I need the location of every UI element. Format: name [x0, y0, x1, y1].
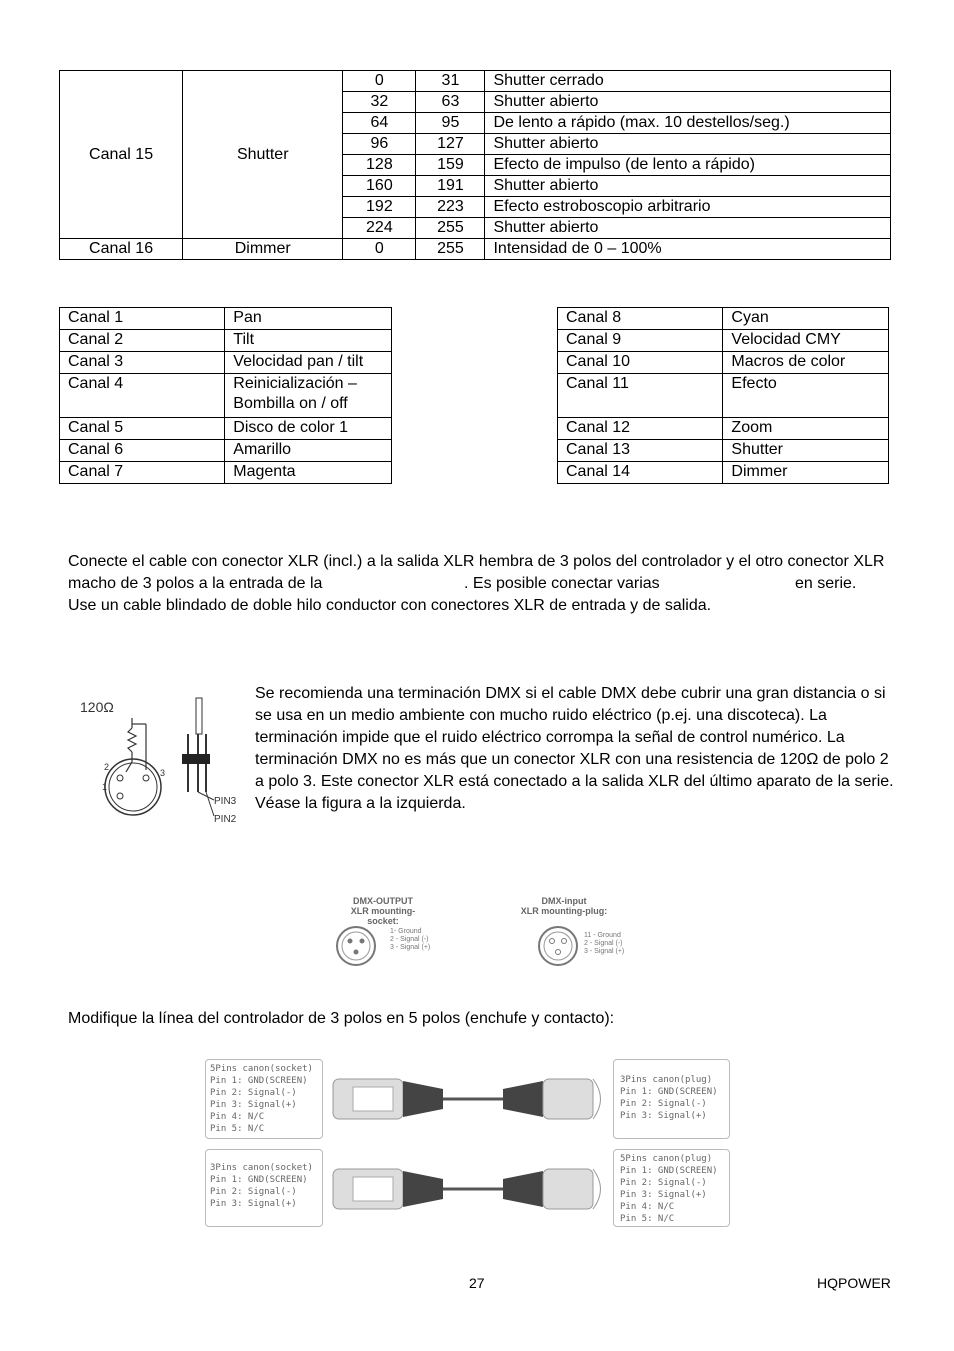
xlr-socket-icon: [332, 924, 380, 972]
description-cell: Shutter abierto: [485, 92, 891, 113]
range-from-cell: 64: [343, 113, 416, 134]
connect-line-1: Conecte el cable con conector XLR (incl.) a la salida XLR hembra de 3 polos del controlador y el otro conector XLR: [68, 553, 885, 570]
description-cell: Efecto de impulso (de lento a rápido): [485, 155, 891, 176]
adapter-cable-drawing: [323, 1059, 613, 1229]
termination-diagram: [76, 692, 246, 832]
adapter-pin-label: Pin 3: Signal(+): [210, 1199, 297, 1209]
channel-row: [558, 308, 889, 330]
description-cell: Shutter abierto: [485, 218, 891, 239]
adapter-bottom-left-box: [205, 1149, 323, 1227]
channel-number-cell: Canal 2: [60, 330, 225, 352]
range-to-cell: 159: [416, 155, 485, 176]
channel-row: [60, 330, 392, 352]
connect-line-2b: . Es posible conectar varias: [464, 575, 660, 592]
adapter-pin-label: Pin 2: Signal(-): [620, 1178, 707, 1188]
pin2-label: PIN2: [214, 814, 237, 825]
termination-line: terminación DMX no es más que un conector XLR con una resistencia de 120Ω de polo 2: [255, 751, 889, 768]
resistor-label: 120Ω: [80, 699, 114, 715]
termination-line: a polo 3. Este conector XLR está conectado a la salida XLR del último aparato de la serie.: [255, 773, 894, 790]
channel-function-cell: Macros de color: [723, 352, 889, 374]
top-cable: [333, 1079, 601, 1119]
channel-function-cell: Velocidad CMY: [723, 330, 889, 352]
function-cell: Shutter: [183, 71, 343, 239]
shutter-table: [59, 70, 891, 260]
description-cell: Intensidad de 0 – 100%: [485, 239, 891, 260]
pin-label: 3 - Signal (+): [584, 948, 625, 955]
adapter-title: 5Pins canon(plug): [620, 1154, 713, 1164]
adapter-title: 5Pins canon(socket): [210, 1064, 313, 1074]
channel-row: [60, 462, 392, 484]
channel-cell: Canal 15: [60, 71, 183, 239]
termination-paragraph: [255, 683, 905, 815]
connect-line-3: Use un cable blindado de doble hilo conductor con conectores XLR de entrada y de salida.: [68, 597, 712, 614]
range-from-cell: 0: [343, 239, 416, 260]
range-to-cell: 31: [416, 71, 485, 92]
pin3-label: PIN3: [214, 796, 237, 807]
channel-number-cell: Canal 14: [558, 462, 723, 484]
channel-function-cell: Shutter: [723, 440, 889, 462]
channel-row: [558, 374, 889, 418]
description-cell: Shutter cerrado: [485, 71, 891, 92]
pin-number-3: 3: [160, 768, 166, 778]
bottom-cable: [333, 1169, 601, 1209]
channel-row: [60, 374, 392, 418]
channel-function-cell: Pan: [225, 308, 392, 330]
range-to-cell: 63: [416, 92, 485, 113]
dmx-output-pins: [390, 928, 430, 952]
adapter-bottom-right-box: [613, 1149, 730, 1227]
description-cell: De lento a rápido (max. 10 destellos/seg.): [485, 113, 891, 134]
pin-number-1: 1: [102, 782, 108, 792]
pin-number-2: 2: [104, 762, 110, 772]
description-cell: Efecto estroboscopio arbitrario: [485, 197, 891, 218]
dimmer-row: [60, 239, 891, 260]
channel-number-cell: Canal 9: [558, 330, 723, 352]
channel-function-cell: Dimmer: [723, 462, 889, 484]
xlr-plug-icon: [534, 924, 582, 972]
adapter-top-left-box: [205, 1059, 323, 1139]
channel-row: [558, 352, 889, 374]
channel-number-cell: Canal 8: [558, 308, 723, 330]
adapter-pin-label: Pin 3: Signal(+): [210, 1100, 297, 1110]
channel-table-right: [557, 307, 889, 484]
channel-row: [60, 418, 392, 440]
dmx-connector-figure: [318, 896, 648, 972]
adapter-pin-label: Pin 1: GND(SCREEN): [210, 1076, 308, 1086]
range-from-cell: 160: [343, 176, 416, 197]
adapter-pin-label: Pin 3: Signal(+): [620, 1190, 707, 1200]
range-from-cell: 192: [343, 197, 416, 218]
channel-row: [558, 462, 889, 484]
function-cell: Dimmer: [183, 239, 343, 260]
termination-line: terminación impide que el ruido eléctrico corrompa la señal de control numérico. La: [255, 729, 845, 746]
channel-number-cell: Canal 3: [60, 352, 225, 374]
page-number: 27: [469, 1275, 485, 1291]
channel-row: [60, 440, 392, 462]
adapter-pin-label: Pin 1: GND(SCREEN): [210, 1175, 308, 1185]
range-to-cell: 191: [416, 176, 485, 197]
range-to-cell: 223: [416, 197, 485, 218]
channel-number-cell: Canal 5: [60, 418, 225, 440]
channel-function-cell: Magenta: [225, 462, 392, 484]
connect-line-2c: en serie.: [795, 575, 857, 592]
channel-function-cell: Efecto: [723, 374, 889, 418]
dmx-input-pins: [584, 932, 624, 956]
channel-number-cell: Canal 7: [60, 462, 225, 484]
pin-label: 1- Ground: [390, 928, 422, 935]
footer-brand: HQPOWER: [817, 1275, 891, 1291]
channel-function-cell: [225, 374, 392, 418]
adapter-pin-label: Pin 5: N/C: [620, 1214, 675, 1224]
channel-function-cell: Amarillo: [225, 440, 392, 462]
function-line: Reinicialización –: [233, 375, 357, 392]
channel-function-cell: Cyan: [723, 308, 889, 330]
adapter-pin-label: Pin 5: N/C: [210, 1124, 265, 1134]
shutter-row: [60, 71, 891, 92]
range-from-cell: 128: [343, 155, 416, 176]
channel-row: [60, 308, 392, 330]
channel-table-left: [59, 307, 392, 484]
adapter-title: 3Pins canon(plug): [620, 1075, 713, 1085]
channel-number-cell: Canal 1: [60, 308, 225, 330]
pin-label: 2 - Signal (-): [584, 940, 623, 947]
function-line: Bombilla on / off: [233, 395, 348, 412]
channel-number-cell: Canal 4: [60, 374, 225, 418]
adapter-title: 3Pins canon(socket): [210, 1163, 313, 1173]
adapter-pin-label: Pin 3: Signal(+): [620, 1111, 707, 1121]
channel-number-cell: Canal 12: [558, 418, 723, 440]
pin-label: 11 - Ground: [584, 932, 621, 939]
adapter-figure: [205, 1059, 730, 1229]
adapter-pin-label: Pin 2: Signal(-): [210, 1187, 297, 1197]
range-to-cell: 127: [416, 134, 485, 155]
pin-label: 2 - Signal (-): [390, 936, 429, 943]
adapter-pin-label: Pin 4: N/C: [620, 1202, 675, 1212]
channel-function-cell: Zoom: [723, 418, 889, 440]
termination-line: Se recomienda una terminación DMX si el cable DMX debe cubrir una gran distancia o si: [255, 685, 886, 702]
channel-number-cell: Canal 10: [558, 352, 723, 374]
range-to-cell: 255: [416, 239, 485, 260]
pin-label: 3 - Signal (+): [390, 944, 431, 951]
channel-number-cell: Canal 6: [60, 440, 225, 462]
adapter-pin-label: Pin 1: GND(SCREEN): [620, 1166, 718, 1176]
description-cell: Shutter abierto: [485, 134, 891, 155]
channel-number-cell: Canal 13: [558, 440, 723, 462]
channel-function-cell: Disco de color 1: [225, 418, 392, 440]
range-to-cell: 95: [416, 113, 485, 134]
adapter-pin-label: Pin 2: Signal(-): [620, 1099, 707, 1109]
channel-row: [60, 352, 392, 374]
adapter-pin-label: Pin 4: N/C: [210, 1112, 265, 1122]
channel-number-cell: Canal 11: [558, 374, 723, 418]
channel-row: [558, 418, 889, 440]
range-from-cell: 224: [343, 218, 416, 239]
channel-row: [558, 440, 889, 462]
connect-paragraph: [68, 551, 908, 617]
termination-figure: [76, 692, 246, 832]
dmx-input-title: DMX-input XLR mounting-plug:: [520, 896, 608, 916]
range-from-cell: 0: [343, 71, 416, 92]
adapter-top-right-box: [613, 1059, 730, 1139]
channel-function-cell: Velocidad pan / tilt: [225, 352, 392, 374]
adapter-pin-label: Pin 1: GND(SCREEN): [620, 1087, 718, 1097]
range-from-cell: 32: [343, 92, 416, 113]
range-to-cell: 255: [416, 218, 485, 239]
channel-cell: Canal 16: [60, 239, 183, 260]
description-cell: Shutter abierto: [485, 176, 891, 197]
connect-line-2a: macho de 3 polos a la entrada de la: [68, 575, 323, 592]
range-from-cell: 96: [343, 134, 416, 155]
termination-line: se usa en un medio ambiente con mucho ruido eléctrico (p.ej. una discoteca). La: [255, 707, 827, 724]
adapter-pin-label: Pin 2: Signal(-): [210, 1088, 297, 1098]
channel-row: [558, 330, 889, 352]
channel-function-cell: Tilt: [225, 330, 392, 352]
dmx-output-title: DMX-OUTPUT XLR mounting-socket:: [350, 896, 416, 926]
modify-paragraph: Modifique la línea del controlador de 3 polos en 5 polos (enchufe y contacto):: [68, 1010, 615, 1027]
termination-line: Véase la figura a la izquierda.: [255, 795, 466, 812]
